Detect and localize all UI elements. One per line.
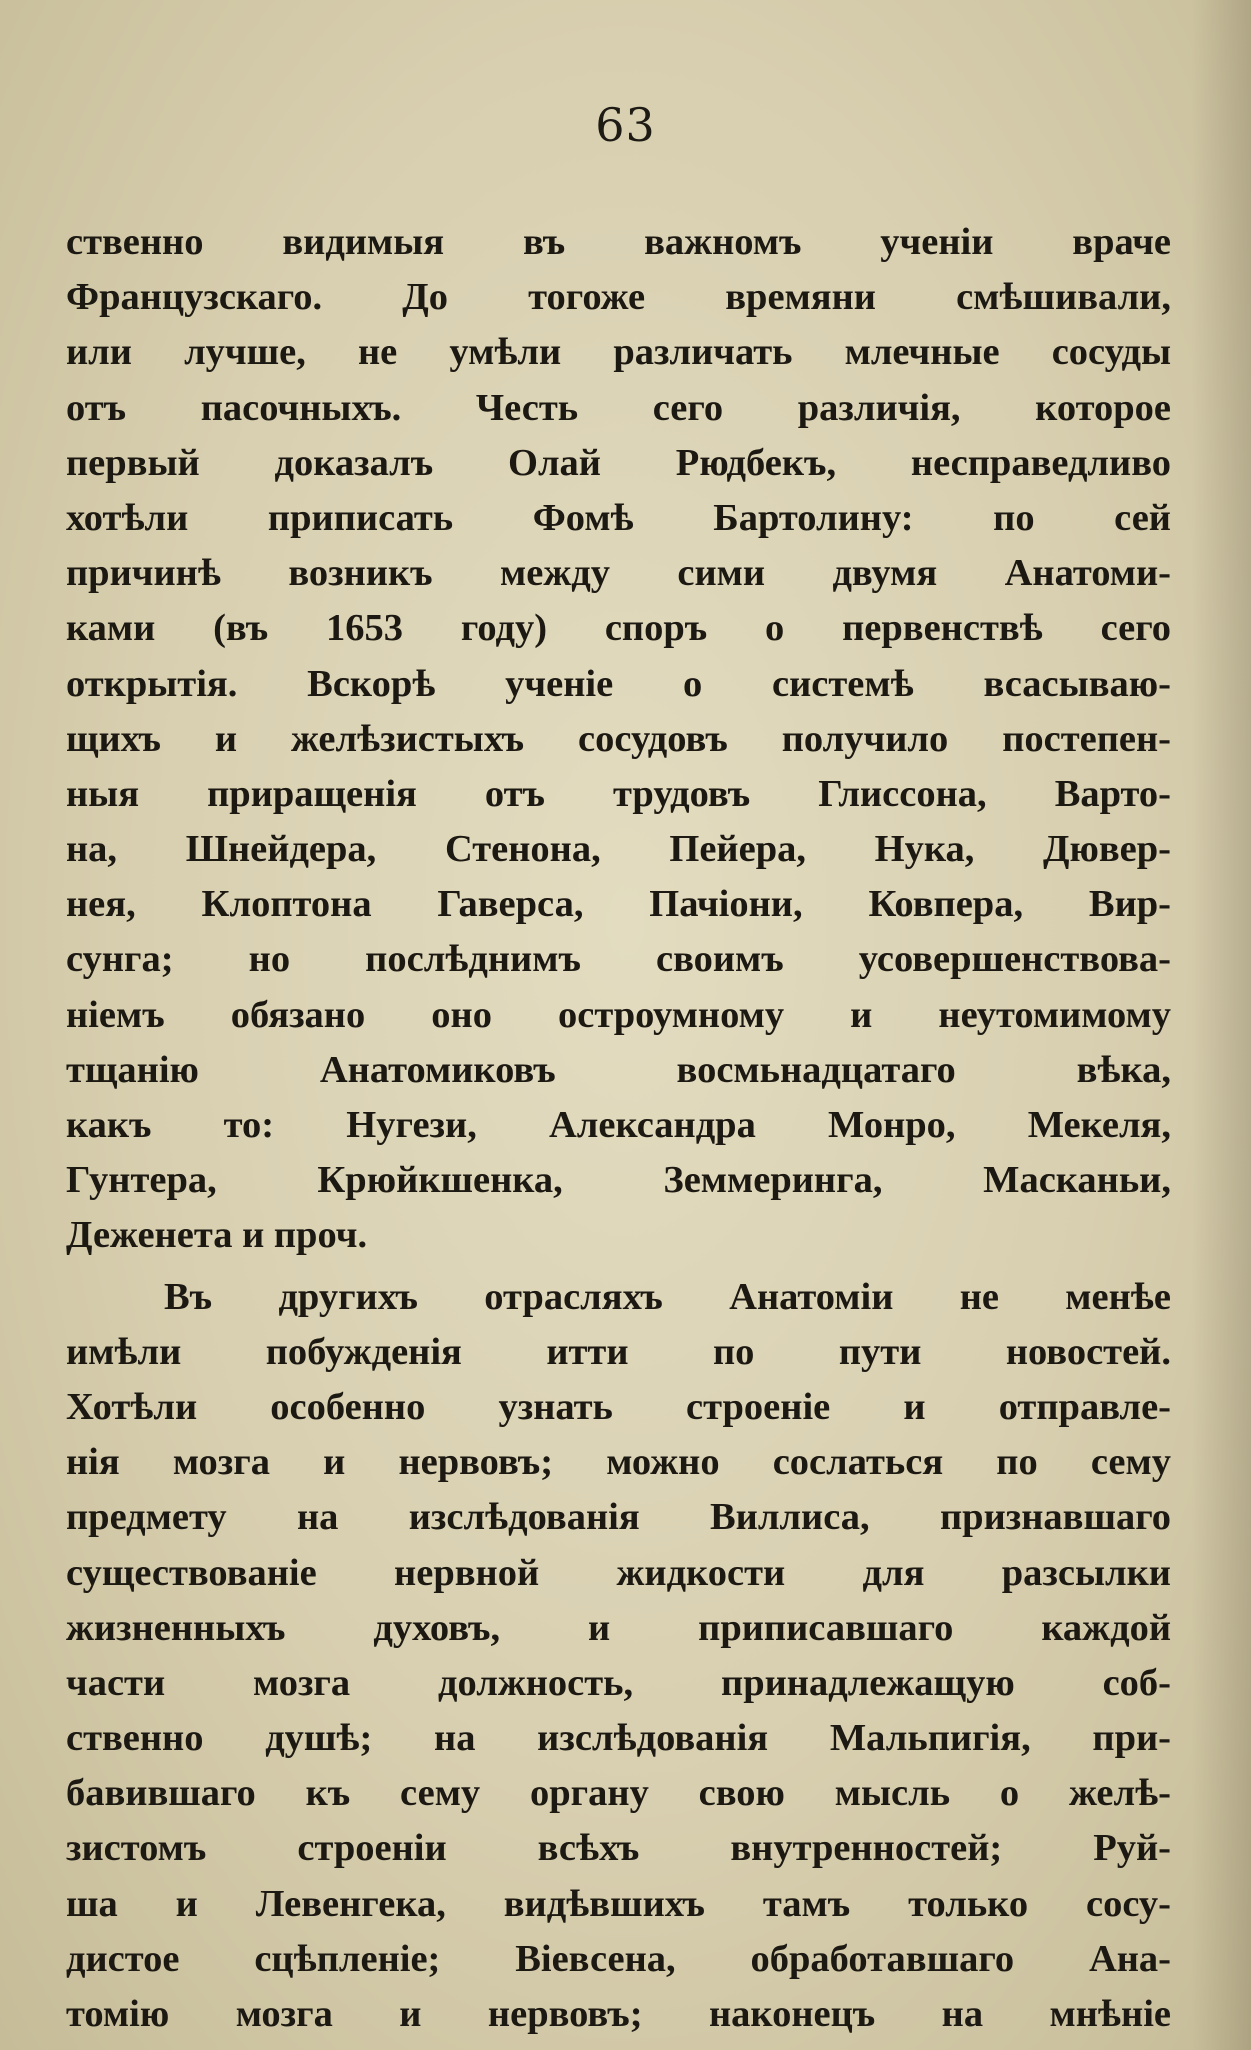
- text-line: нія мозга и нервовъ; можно сослаться по сему: [66, 1441, 1171, 1484]
- text-line: существованіе нервной жидкости для разсылки: [66, 1551, 1171, 1594]
- text-line: на, Шнейдера, Стенона, Пейера, Нука, Дювер-: [66, 828, 1171, 871]
- text-line: хотѣли приписать Фомѣ Бартолину: по сей: [66, 496, 1171, 539]
- page-edge-shadow: [1191, 0, 1251, 2050]
- text-line: имѣли побужденія итти по пути новостей.: [66, 1330, 1171, 1373]
- text-line: сунга; но послѣднимъ своимъ усовершенствова-: [66, 938, 1171, 981]
- page-number: 63: [595, 98, 656, 152]
- text-line: зистомъ строеніи всѣхъ внутренностей; Руй-: [66, 1827, 1171, 1870]
- text-line: ныя приращенія отъ трудовъ Глиссона, Варто-: [66, 772, 1171, 815]
- text-line: дистое сцѣпленіе; Віевсена, обработавшаго Ана-: [66, 1937, 1171, 1980]
- text-line: или лучше, не умѣли различать млечные сосуды: [66, 331, 1171, 374]
- text-line: Деженета и проч.: [66, 1214, 368, 1257]
- text-line: нея, Клоптона Гаверса, Пачіони, Ковпера, Вир-: [66, 883, 1171, 926]
- text-line: Французскаго. До тогоже времяни смѣшивали,: [66, 276, 1171, 319]
- text-line: первый доказалъ Олай Рюдбекъ, несправедливо: [66, 441, 1171, 484]
- text-line: какъ то: Нугези, Александра Монро, Мекеля,: [66, 1104, 1171, 1146]
- text-line: Хотѣли особенно узнать строеніе и отправле-: [66, 1385, 1171, 1428]
- text-line: отъ пасочныхъ. Честь сего различія, которое: [66, 386, 1171, 429]
- text-line: части мозга должность, принадлежащую соб-: [66, 1661, 1171, 1704]
- text-line: предмету на изслѣдованія Виллиса, признавшаго: [66, 1496, 1171, 1539]
- body-text: [66, 215, 1171, 2042]
- text-line: томію мозга и нервовъ; наконецъ на мнѣніе: [66, 1993, 1171, 2035]
- text-line: тщанію Анатомиковъ восмьнадцатаго вѣка,: [66, 1048, 1171, 1091]
- text-line: бавившаго къ сему органу свою мысль о желѣ-: [66, 1772, 1171, 1815]
- paragraph: [66, 215, 1171, 1264]
- text-line: щихъ и желѣзистыхъ сосудовъ получило постепен-: [66, 717, 1171, 760]
- text-line: ками (въ 1653 году) споръ о первенствѣ сего: [66, 607, 1171, 650]
- text-line: ніемъ обязано оно остроумному и неутомимому: [66, 993, 1171, 1036]
- text-line: жизненныхъ духовъ, и приписавшаго каждой: [66, 1606, 1171, 1649]
- text-line: ша и Левенгека, видѣвшихъ тамъ только сосу-: [66, 1882, 1171, 1925]
- text-line: причинѣ возникъ между сими двумя Анатоми-: [66, 552, 1171, 595]
- paragraph: [66, 1270, 1171, 2043]
- text-line: ственно видимыя въ важномъ ученіи враче: [66, 221, 1171, 263]
- text-line: Въ другихъ отрасляхъ Анатоміи не менѣе: [164, 1275, 1171, 1318]
- text-line: Гунтера, Крюйкшенка, Земмеринга, Масканьи,: [66, 1159, 1171, 1202]
- text-line: ственно душѣ; на изслѣдованія Мальпигія, при-: [66, 1717, 1171, 1760]
- text-line: открытія. Вскорѣ ученіе о системѣ всасываю-: [66, 662, 1171, 705]
